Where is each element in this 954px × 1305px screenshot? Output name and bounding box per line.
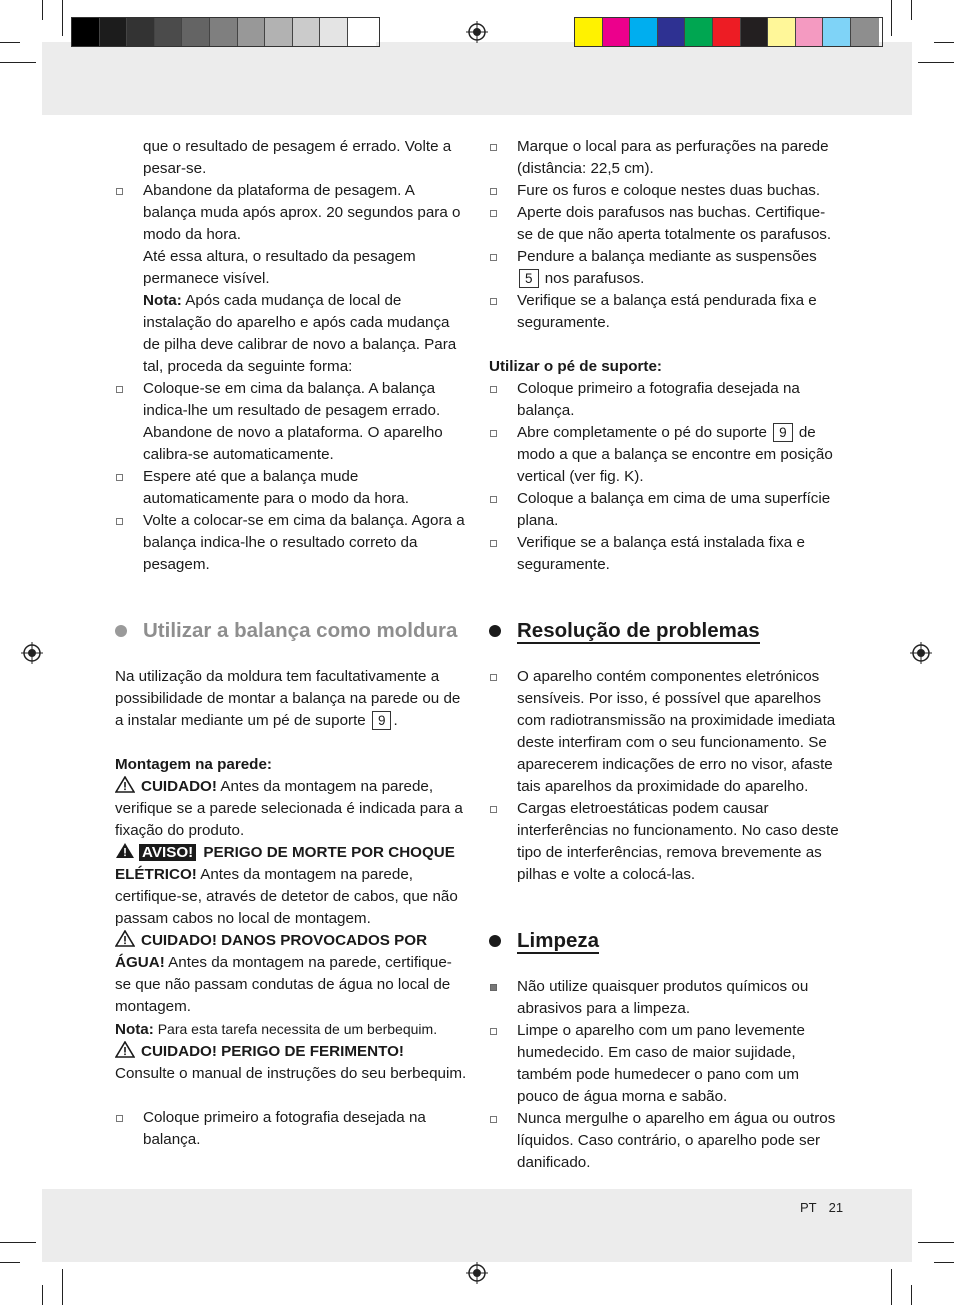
right-column [489,136,841,1174]
caution-note: CUIDADO! DANOS PROVOCADOS POR ÁGUA! Antes da montagem na parede, certifique-se que não passam condutas de água no local de montagem. [115,932,452,1015]
list-item-text: Cargas eletroestáticas podem causar interferências no funcionamento. No caso deste tipo de interferências, remova brevemente as pilhas e volte a colocá-las. [517,800,839,883]
list-item [489,666,841,798]
note-label: Nota: [143,292,182,309]
checkbox-bullet-icon [490,1116,497,1123]
list-item-text: Marque o local para as perfurações na parede (distância: 22,5 cm). [517,138,829,177]
color-swatch [741,18,769,46]
crop-mark [42,1285,43,1305]
checkbox-bullet-icon [116,386,123,393]
crop-mark [911,1285,912,1305]
crop-mark [934,42,954,43]
checkbox-bullet-icon [490,254,497,261]
color-swatch [72,18,100,46]
color-swatch [100,18,128,46]
checkbox-bullet-icon [490,298,497,305]
list-item [489,378,841,422]
color-swatch [320,18,348,46]
checkbox-bullet-icon [116,474,123,481]
crop-mark [918,62,954,63]
list-item [489,488,841,532]
crop-mark [62,0,63,36]
list-item-text: Abandone da plataforma de pesagem. A balança muda após aprox. 20 segundos para o modo da hora. [143,182,461,243]
footer-band [42,1189,912,1262]
crop-mark [934,1262,954,1263]
color-swatch [851,18,879,46]
bullet-dot-icon [489,935,501,947]
grey-color-bar [71,17,380,47]
registration-mark-icon [21,642,43,664]
list-item [115,510,467,576]
checkbox-bullet-icon [490,540,497,547]
registration-mark-icon [910,642,932,664]
color-swatch [603,18,631,46]
list-item-text: Coloque-se em cima da balança. A balança indica-lhe um resultado de pesagem errado. Abandone de novo a plataforma. O aparelho calibra-se automaticamente. [143,380,443,463]
note-text: Após cada mudança de local de instalação do aparelho e após cada mudança de pilha deve calibrar de novo a balança. Para tal, proceda da seguinte forma: [143,292,457,375]
list-item [489,1020,841,1108]
warning-filled-icon [115,842,135,859]
color-swatch [630,18,658,46]
section-heading: Utilizar a balança como moldura [115,620,467,642]
list-item [489,532,841,576]
warning-triangle-icon [115,776,135,793]
list-item [115,466,467,510]
caution-note: CUIDADO! Antes da montagem na parede, verifique se a parede selecionada é indicada para a fixação do produto. [115,778,463,839]
warning-badge: AVISO! [139,844,196,861]
list-item-text: Nunca mergulhe o aparelho em água ou outros líquidos. Caso contrário, o aparelho pode ser danificado. [517,1110,836,1171]
note: Nota: Para esta tarefa necessita de um berbequim. [115,1021,438,1038]
list-item [489,290,841,334]
checkbox-bullet-icon [490,496,497,503]
list-item [489,976,841,1020]
color-swatch [127,18,155,46]
checkbox-bullet-icon [116,518,123,525]
caution-note: CUIDADO! PERIGO DE FERIMENTO! [115,1041,467,1063]
reference-number: 9 [372,711,392,730]
paragraph: que o resultado de pesagem é errado. Volte a pesar-se. [143,138,452,177]
warning-triangle-icon [115,1041,135,1058]
crop-mark [918,1242,954,1243]
registration-mark-icon [466,21,488,43]
checkbox-bullet-icon [490,674,497,681]
section-heading: Limpeza [489,930,841,952]
page-footer [800,1197,843,1219]
list-item [115,180,467,246]
list-item [489,798,841,886]
page-number: 21 [828,1200,844,1215]
list-item: Abre completamente o pé do suporte 9 de modo a que a balança se encontre em posição vertical (ver fig. K). [489,422,841,488]
color-swatch [713,18,741,46]
checkbox-bullet-icon [490,144,497,151]
bullet-dot-icon [489,625,501,637]
subheading: Montagem na parede: [115,756,272,773]
left-column [115,136,467,1151]
note [115,290,467,378]
color-swatch [658,18,686,46]
color-swatch [823,18,851,46]
list-item: Pendure a balança mediante as suspensões 5 nos parafusos. [489,246,841,290]
list-item-text: Aperte dois parafusos nas buchas. Certifique-se de que não aperta totalmente os parafusos. [517,204,832,243]
crop-mark [891,0,892,36]
color-swatch [768,18,796,46]
crop-mark [891,1269,892,1305]
crop-mark [0,62,36,63]
warning-note: AVISO! PERIGO DE MORTE POR CHOQUE ELÉTRICO! Antes da montagem na parede, certifique-se, através de detetor de cabos, que não passam cabos no local de montagem. [115,844,458,927]
color-swatch [348,18,376,46]
registration-mark-icon [466,1262,488,1284]
paragraph: Na utilização da moldura tem facultativamente a possibilidade de montar a balança na parede ou de a instalar mediante um pé de suporte 9 . [115,668,461,729]
color-swatch [293,18,321,46]
color-swatch [238,18,266,46]
color-swatch [796,18,824,46]
checkbox-bullet-icon [490,210,497,217]
process-color-bar [574,17,883,47]
list-item-text: Limpe o aparelho com um pano levemente humedecido. Em caso de maior sujidade, também pode humedecer o pano com um pouco de água morna e sabão. [517,1022,805,1105]
list-item-text: Coloque primeiro a fotografia desejada na balança. [143,1109,426,1148]
checkbox-bullet-icon [490,1028,497,1035]
warning-triangle-icon [115,930,135,947]
list-item [115,378,467,466]
list-item-text: Volte a colocar-se em cima da balança. Agora a balança indica-lhe o resultado correto da pesagem. [143,512,465,573]
list-item-text: Verifique se a balança está instalada fixa e seguramente. [517,534,805,573]
list-item-text: O aparelho contém componentes eletrónicos sensíveis. Por isso, é possível que aparelhos com radiotransmissão na proximidade imediata deste interfiram com o seu funcionamento. Se aparecerem indicações de erro no visor, afaste tais aparelhos da proximidade do aparelho. [517,668,836,795]
crop-mark [911,0,912,20]
checkbox-bullet-icon [490,386,497,393]
color-swatch [182,18,210,46]
list-item [489,180,841,202]
list-item-text: Espere até que a balança mude automaticamente para o modo da hora. [143,468,409,507]
checkbox-bullet-icon [116,1115,123,1122]
list-item [489,1108,841,1174]
crop-mark [0,42,20,43]
list-item-text: Fure os furos e coloque nestes duas buchas. [517,182,821,199]
checkbox-bullet-icon [490,188,497,195]
color-swatch [265,18,293,46]
list-item-text: Não utilize quaisquer produtos químicos ou abrasivos para a limpeza. [517,978,809,1017]
section-heading: Resolução de problemas [489,620,841,642]
reference-number: 9 [773,423,793,442]
crop-mark [42,0,43,20]
list-item-text: Verifique se a balança está pendurada fixa e seguramente. [517,292,817,331]
crop-mark [0,1262,20,1263]
filled-square-bullet-icon [490,984,497,991]
list-item-text: Coloque a balança em cima de uma superfície plana. [517,490,831,529]
language-code: PT [800,1200,817,1215]
crop-mark [62,1269,63,1305]
crop-mark [0,1242,36,1243]
color-swatch [685,18,713,46]
header-band [42,42,912,115]
paragraph: Até essa altura, o resultado da pesagem permanece visível. [143,248,416,287]
checkbox-bullet-icon [490,430,497,437]
paragraph: Consulte o manual de instruções do seu berbequim. [115,1065,467,1082]
color-swatch [155,18,183,46]
checkbox-bullet-icon [116,188,123,195]
reference-number: 5 [519,269,539,288]
bullet-dot-icon [115,625,127,637]
list-item [115,1107,467,1151]
checkbox-bullet-icon [490,806,497,813]
color-swatch [575,18,603,46]
list-item [489,136,841,180]
subheading: Utilizar o pé de suporte: [489,358,662,375]
color-swatch [210,18,238,46]
list-item [489,202,841,246]
list-item-text: Coloque primeiro a fotografia desejada na balança. [517,380,800,419]
